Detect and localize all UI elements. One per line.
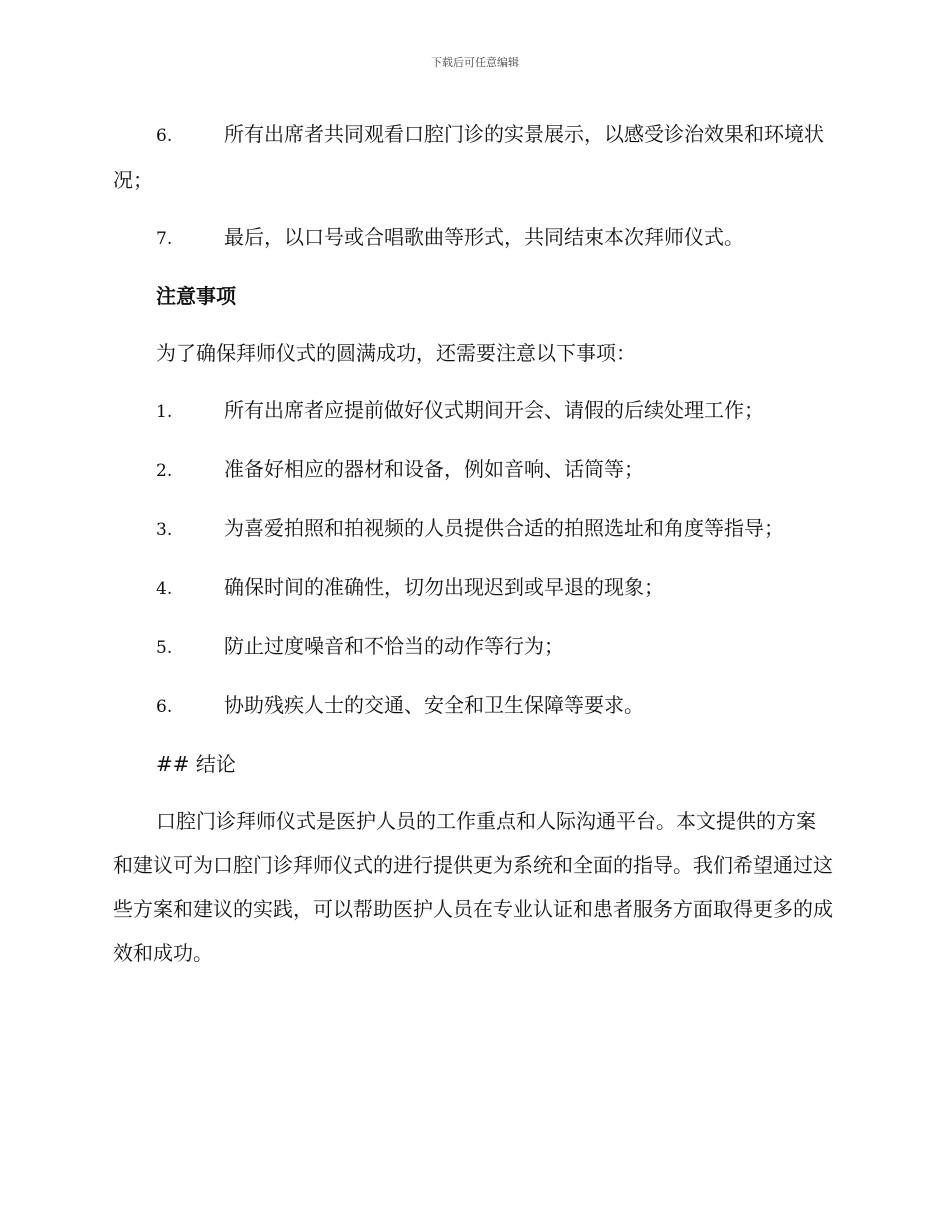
- list-item-number: 4.: [156, 579, 173, 599]
- notes-intro: 为了确保拜师仪式的圆满成功，还需要注意以下事项：: [156, 341, 636, 365]
- list-item-text: 准备好相应的器材和设备，例如音响、话筒等；: [224, 457, 644, 481]
- list-item-number: 2.: [156, 461, 173, 481]
- list-item: [113, 624, 833, 670]
- list-item: [113, 112, 833, 202]
- list-item-text: 确保时间的准确性，切勿出现迟到或早退的现象；: [224, 575, 664, 599]
- list-item-text: 所有出席者共同观看口腔门诊的实景展示，以感受诊治效果和环境状况；: [113, 122, 824, 192]
- document-body: [113, 112, 833, 988]
- section-heading-notes: 注意事项: [156, 284, 236, 308]
- list-item-number: 6.: [156, 126, 173, 146]
- conclusion-paragraph: 口腔门诊拜师仪式是医护人员的工作重点和人际沟通平台。本文提供的方案和建议可为口腔门诊拜师仪式的进行提供更为系统和全面的指导。我们希望通过这些方案和建议的实践，可以帮助医护人员在专业认证和患者服务方面取得更多的成效和成功。: [113, 809, 833, 965]
- list-item: [113, 215, 833, 261]
- list-item-number: 3.: [156, 520, 173, 540]
- list-item-number: 5.: [156, 638, 173, 658]
- page-header: 下载后可任意编辑: [431, 56, 519, 69]
- list-item-number: 7.: [156, 229, 173, 249]
- list-item: [113, 565, 833, 611]
- list-item: [113, 388, 833, 434]
- list-item-text: 为喜爱拍照和拍视频的人员提供合适的拍照选址和角度等指导；: [224, 516, 784, 540]
- list-item-text: 最后，以口号或合唱歌曲等形式，共同结束本次拜师仪式。: [224, 225, 744, 249]
- section-heading-conclusion: ## 结论: [156, 752, 236, 776]
- list-item: [113, 506, 833, 552]
- list-item-text: 防止过度噪音和不恰当的动作等行为；: [224, 634, 564, 658]
- list-item-number: 6.: [156, 697, 173, 717]
- list-item-number: 1.: [156, 402, 173, 422]
- list-item: [113, 447, 833, 493]
- list-item-text: 协助残疾人士的交通、安全和卫生保障等要求。: [224, 693, 644, 717]
- list-item-text: 所有出席者应提前做好仪式期间开会、请假的后续处理工作；: [224, 398, 764, 422]
- list-item: [113, 683, 833, 729]
